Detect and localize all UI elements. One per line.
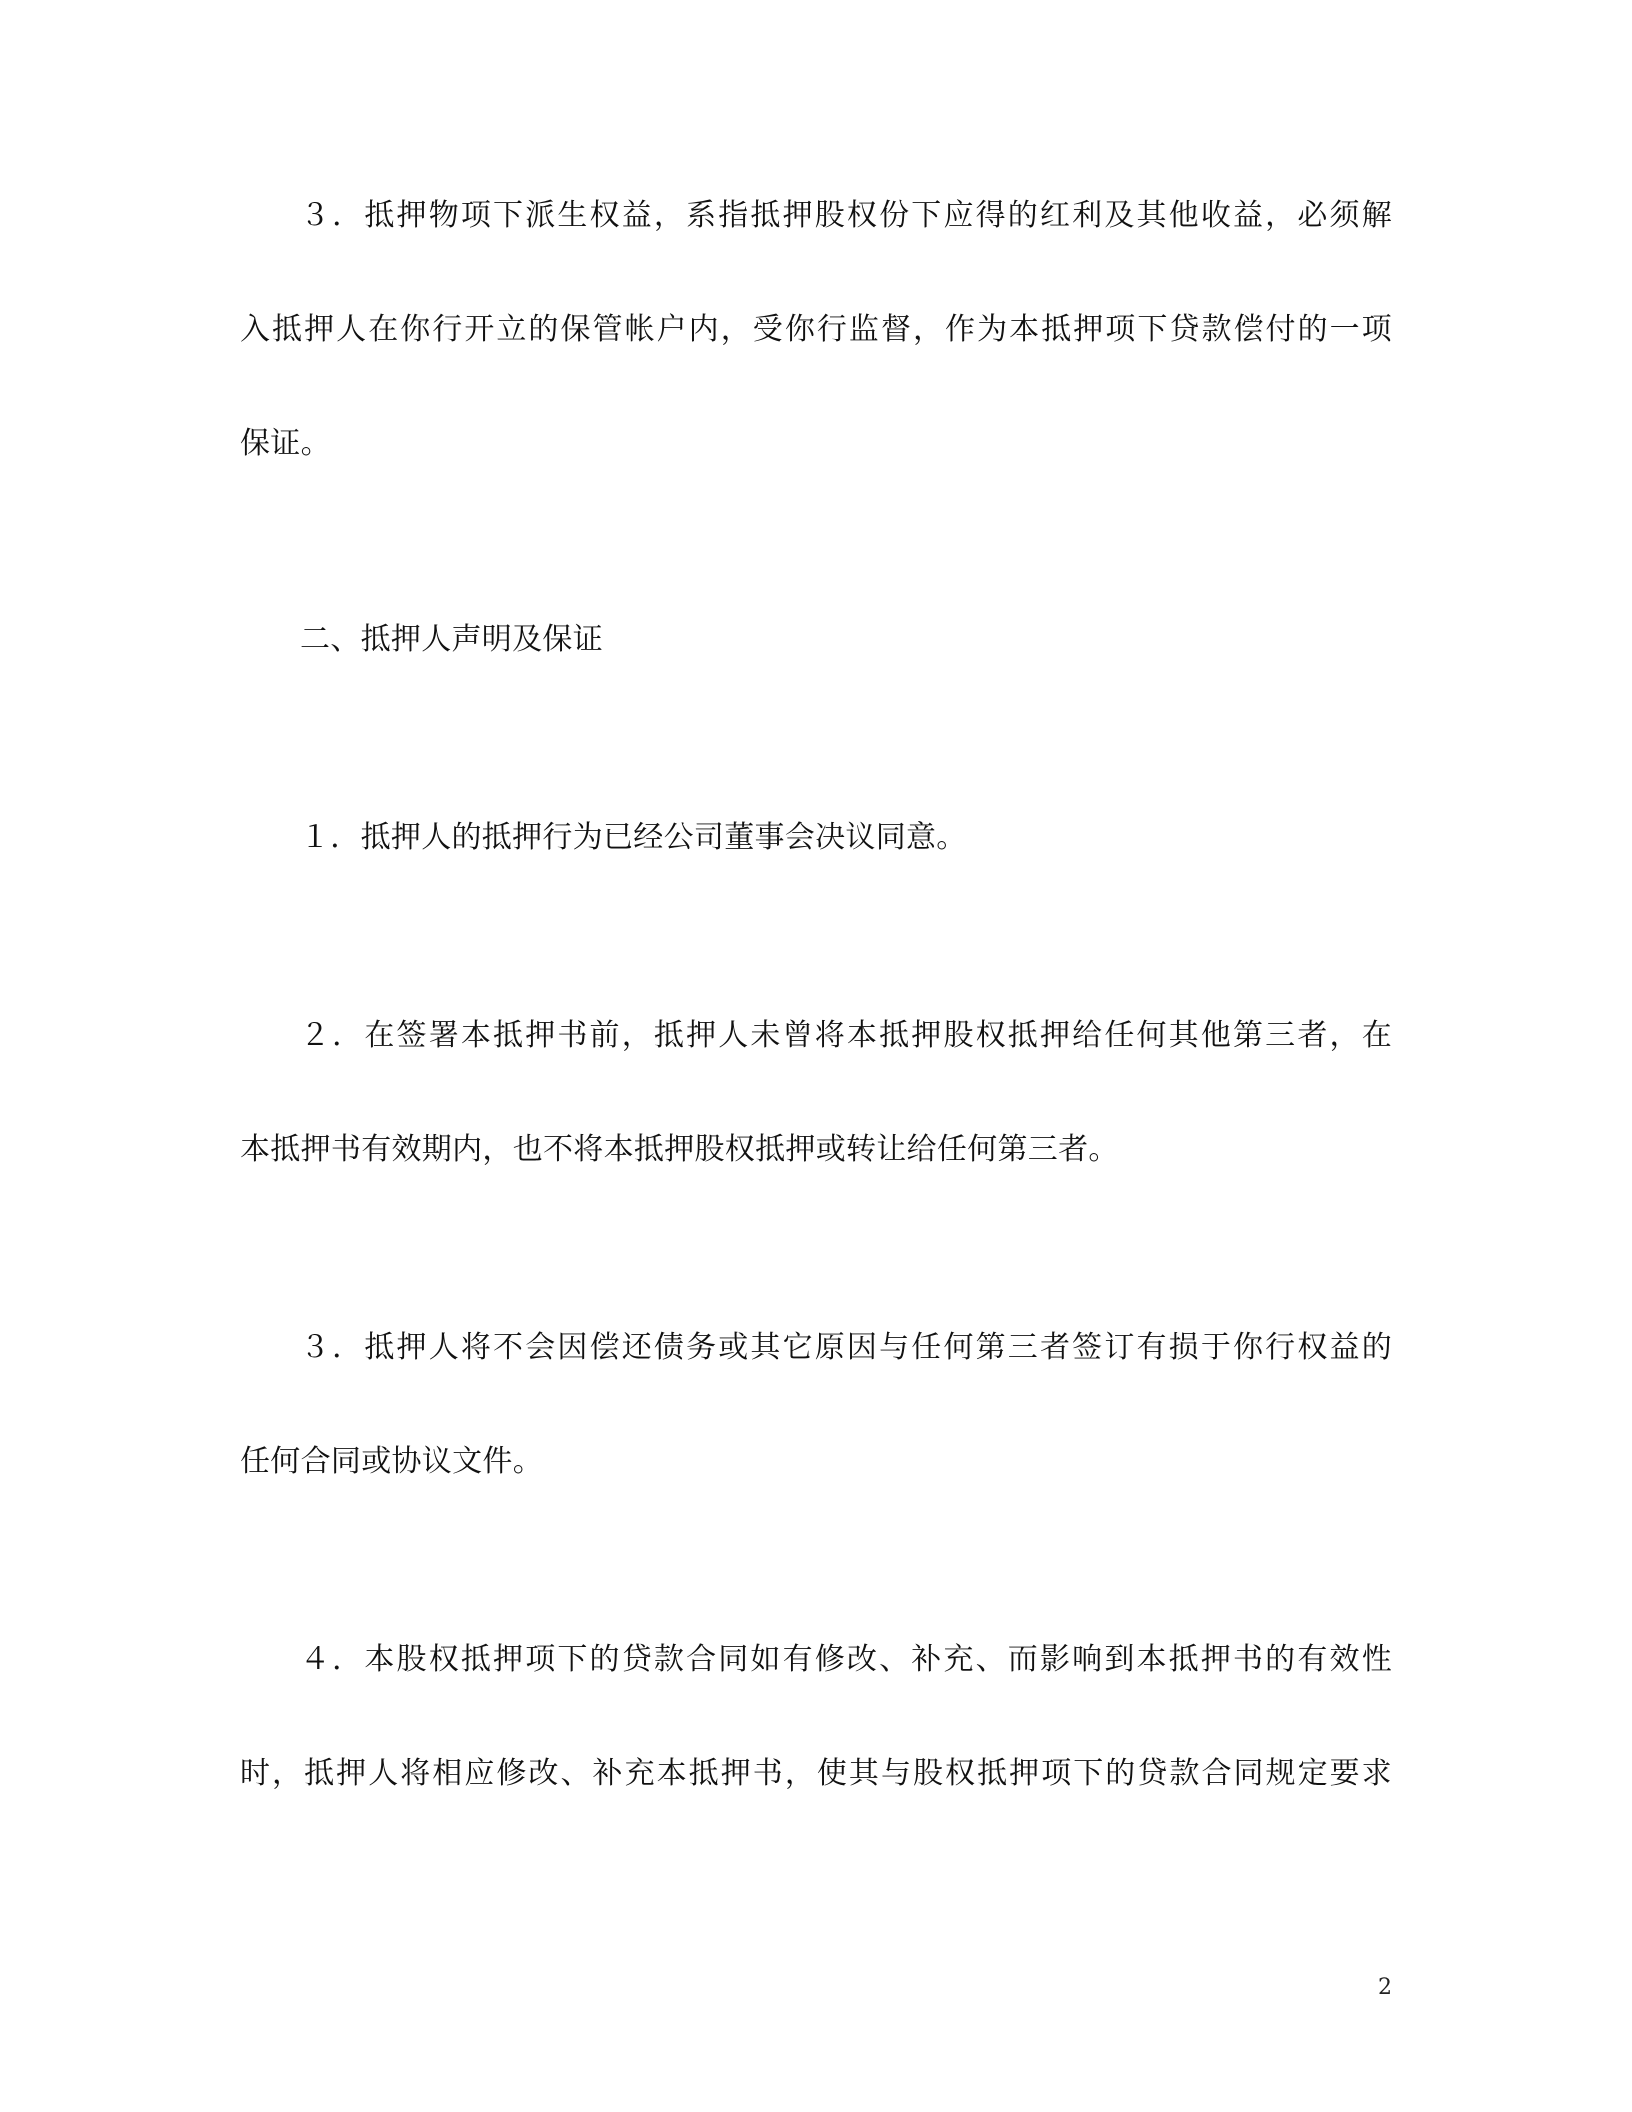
item-4-line-1: ４．本股权抵押项下的贷款合同如有修改、补充、而影响到本抵押书的有效性 xyxy=(300,1642,1392,1677)
paragraph-3-line-2: 入抵押人在你行开立的保管帐户内，受你行监督，作为本抵押项下贷款偿付的一项 xyxy=(240,312,1392,347)
item-1-line-1: １．抵押人的抵押行为已经公司董事会决议同意。 xyxy=(300,820,967,855)
paragraph-3-line-3: 保证。 xyxy=(240,426,331,461)
item-3-line-2: 任何合同或协议文件。 xyxy=(240,1444,543,1479)
item-3-line-1: ３．抵押人将不会因偿还债务或其它原因与任何第三者签订有损于你行权益的 xyxy=(300,1330,1392,1365)
item-2-line-2: 本抵押书有效期内，也不将本抵押股权抵押或转让给任何第三者。 xyxy=(240,1132,1119,1167)
section-heading: 二、抵押人声明及保证 xyxy=(300,622,603,657)
item-4-line-2: 时，抵押人将相应修改、补充本抵押书，使其与股权抵押项下的贷款合同规定要求 xyxy=(240,1756,1392,1791)
item-2-line-1: ２．在签署本抵押书前，抵押人未曾将本抵押股权抵押给任何其他第三者，在 xyxy=(300,1018,1392,1053)
paragraph-3-line-1: ３．抵押物项下派生权益，系指抵押股权份下应得的红利及其他收益，必须解 xyxy=(300,198,1392,233)
page-number: 2 xyxy=(1378,1975,1392,2000)
